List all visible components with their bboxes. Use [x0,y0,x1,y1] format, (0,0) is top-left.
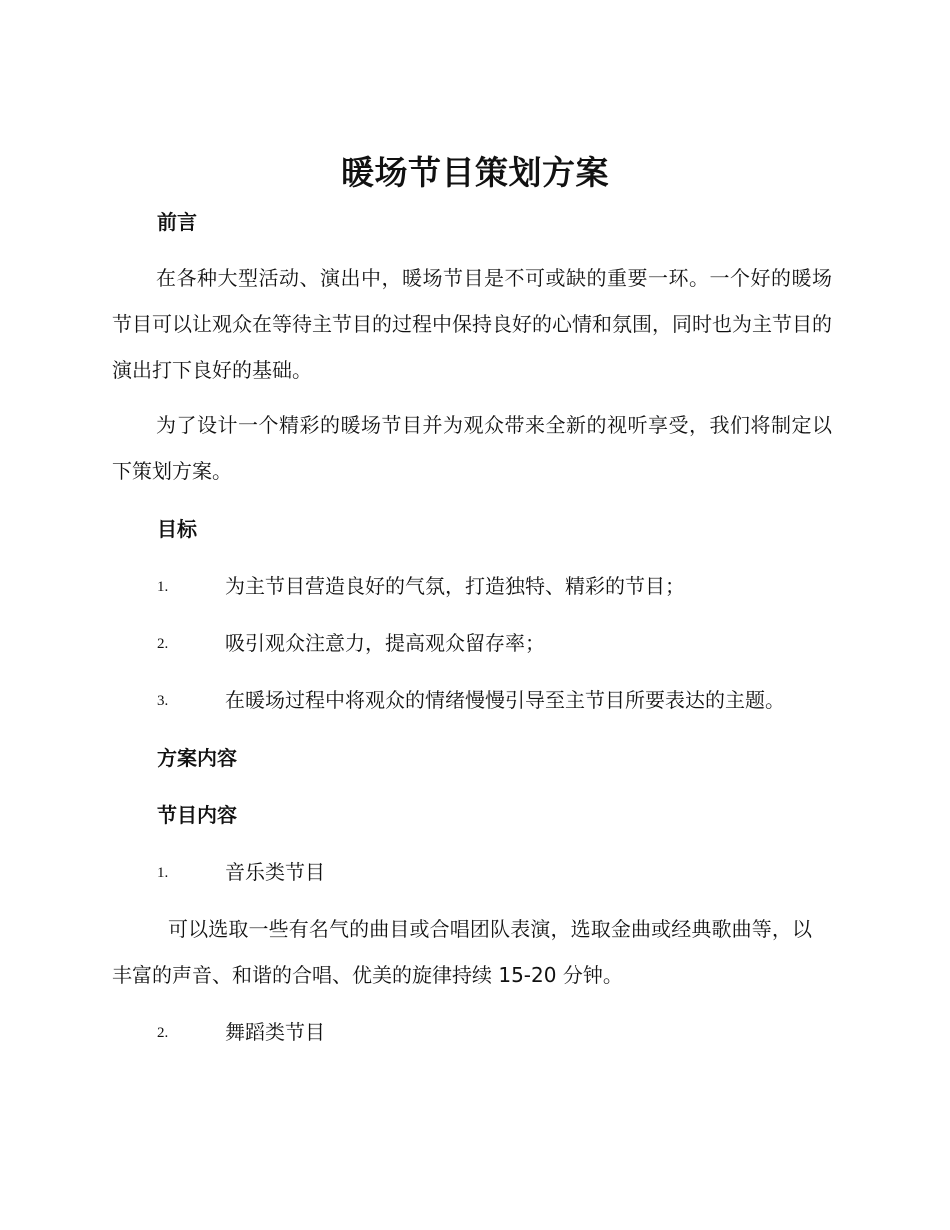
list-item-text: 在暖场过程中将观众的情绪慢慢引导至主节目所要表达的主题。 [225,688,785,712]
list-item-text: 为主节目营造良好的气氛，打造独特、精彩的节目； [225,574,685,598]
preface-paragraph-2: 为了设计一个精彩的暖场节目并为观众带来全新的视听享受，我们将制定以下策划方案。 [112,413,832,483]
list-item-text: 音乐类节目 [225,860,325,884]
preface-paragraph-1: 在各种大型活动、演出中，暖场节目是不可或缺的重要一环。一个好的暖场节目可以让观众在等待主节目的过程中保持良好的心情和氛围，同时也为主节目的演出打下良好的基础。 [112,266,832,382]
program-item [157,857,847,887]
program-item [157,1017,847,1047]
section-heading-plan: 方案内容 [157,746,237,770]
list-item-text: 吸引观众注意力，提高观众留存率； [225,631,545,655]
list-number: 1. [157,579,169,595]
document-title: 暖场节目策划方案 [341,153,609,192]
section-heading-goals: 目标 [157,517,197,541]
list-number: 2. [157,636,169,652]
music-description-paragraph: 可以选取一些有名气的曲目或合唱团队表演，选取金曲或经典歌曲等，以丰富的声音、和谐的合唱、优美的旋律持续 15-20 分钟。 [112,917,812,987]
section-heading-preface: 前言 [157,210,197,234]
goal-item [157,685,847,715]
section-heading-program: 节目内容 [157,803,237,827]
list-number: 1. [157,865,169,881]
list-number: 2. [157,1025,169,1041]
list-number: 3. [157,693,169,709]
list-item-text: 舞蹈类节目 [225,1020,325,1044]
goal-item [157,571,847,601]
goal-item [157,628,847,658]
